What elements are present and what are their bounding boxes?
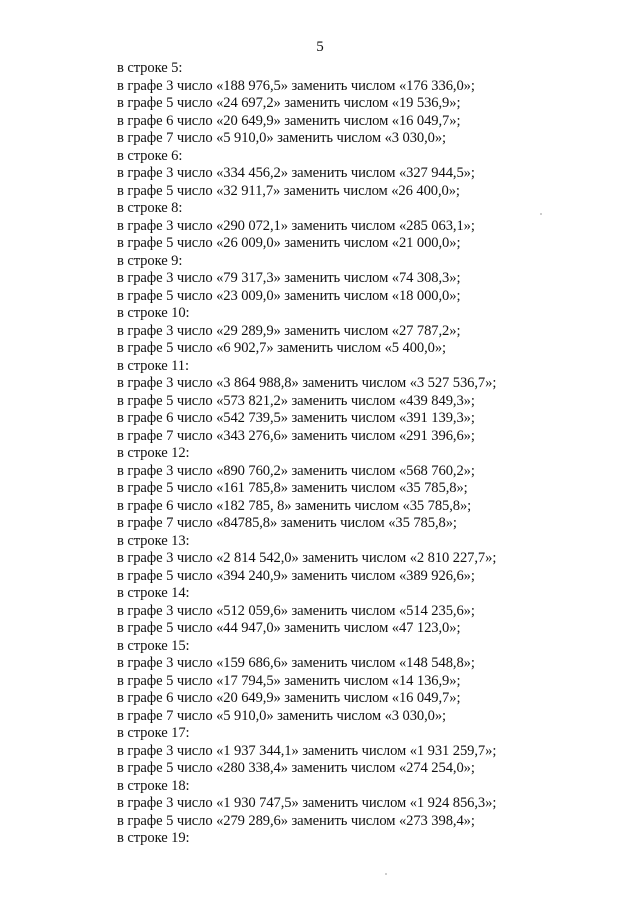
text-line: в графе 5 число «394 240,9» заменить числом «389 926,6»; (117, 567, 475, 584)
text-line: в графе 3 число «29 289,9» заменить числом «27 787,2»; (117, 322, 461, 339)
text-line: в графе 6 число «542 739,5» заменить числом «391 139,3»; (117, 410, 475, 426)
text-line: в графе 7 число «5 910,0» заменить числом «3 030,0»; (117, 130, 447, 146)
text-line: в строке 8: (117, 200, 183, 216)
text-line: в строке 15: (117, 637, 190, 654)
text-line: в графе 3 число «1 937 344,1» заменить числом «1 931 259,7»; (117, 742, 497, 759)
text-line: в графе 5 число «6 902,7» заменить числом «5 400,0»; (117, 340, 447, 356)
text-line: в графе 3 число «2 814 542,0» заменить числом «2 810 227,7»; (117, 550, 497, 566)
text-line: в графе 6 число «182 785, 8» заменить числом «35 785,8»; (117, 497, 472, 514)
text-line: в графе 3 число «290 072,1» заменить числом «285 063,1»; (117, 217, 475, 234)
text-line: в графе 5 число «17 794,5» заменить числом «14 136,9»; (117, 672, 461, 689)
text-line: в строке 5: (117, 60, 183, 76)
text-line: в строке 13: (117, 532, 190, 549)
text-line: в графе 3 число «3 864 988,8» заменить числом «3 527 536,7»; (117, 375, 497, 391)
text-line: в графе 5 число «23 009,0» заменить числом «18 000,0»; (117, 287, 461, 304)
text-line: в строке 12: (117, 445, 190, 461)
text-line: в графе 7 число «343 276,6» заменить числом «291 396,6»; (117, 427, 475, 444)
text-line: в графе 5 число «280 338,4» заменить числом «274 254,0»; (117, 760, 475, 776)
text-line: в графе 5 число «44 947,0» заменить числом «47 123,0»; (117, 620, 461, 636)
text-line: в графе 5 число «26 009,0» заменить числом «21 000,0»; (117, 235, 461, 251)
text-line: в графе 5 число «279 289,6» заменить числом «273 398,4»; (117, 812, 475, 829)
text-line: в графе 3 число «1 930 747,5» заменить числом «1 924 856,3»; (117, 795, 497, 811)
text-line: в строке 9: (117, 252, 183, 269)
text-line: в строке 14: (117, 585, 190, 601)
text-line: в графе 3 число «188 976,5» заменить числом «176 336,0»; (117, 77, 475, 94)
text-line: в строке 18: (117, 777, 190, 794)
page-number: 5 (316, 39, 324, 55)
text-line: в графе 6 число «20 649,9» заменить числом «16 049,7»; (117, 690, 461, 706)
text-line: в графе 5 число «161 785,8» заменить числом «35 785,8»; (117, 480, 468, 496)
text-line: в строке 6: (117, 147, 183, 164)
text-line: в графе 5 число «32 911,7» заменить числом «26 400,0»; (117, 182, 460, 199)
text-line: в графе 7 число «84785,8» заменить числом «35 785,8»; (117, 515, 457, 531)
text-line: в графе 3 число «334 456,2» заменить числом «327 944,5»; (117, 165, 475, 181)
scan-speck (540, 213, 542, 215)
text-line: в строке 11: (117, 357, 189, 374)
text-line: в графе 6 число «20 649,9» заменить числом «16 049,7»; (117, 112, 461, 129)
scan-speck (385, 873, 387, 875)
text-line: в строке 10: (117, 305, 190, 321)
text-line: в графе 3 число «512 059,6» заменить числом «514 235,6»; (117, 602, 475, 619)
text-line: в графе 5 число «573 821,2» заменить числом «439 849,3»; (117, 392, 475, 409)
document-body (117, 60, 617, 848)
text-line: в графе 3 число «890 760,2» заменить числом «568 760,2»; (117, 462, 475, 479)
text-line: в строке 17: (117, 725, 190, 741)
text-line: в графе 3 число «159 686,6» заменить числом «148 548,8»; (117, 655, 475, 671)
text-line: в графе 7 число «5 910,0» заменить числом «3 030,0»; (117, 707, 447, 724)
text-line: в графе 3 число «79 317,3» заменить числом «74 308,3»; (117, 270, 461, 286)
text-line: в строке 19: (117, 830, 190, 846)
text-line: в графе 5 число «24 697,2» заменить числом «19 536,9»; (117, 95, 461, 111)
